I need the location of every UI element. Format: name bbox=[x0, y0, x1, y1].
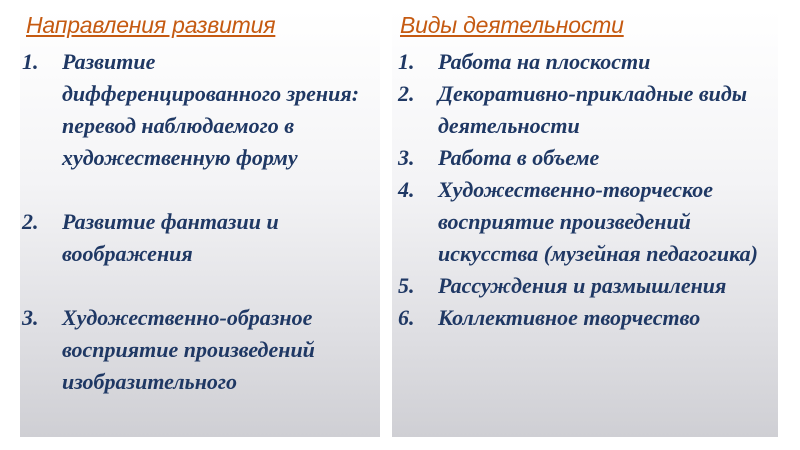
item-number: 1. bbox=[22, 49, 39, 74]
list-item bbox=[392, 302, 776, 334]
item-text: Художественно-образное восприятие произведений изобразительного bbox=[62, 305, 315, 394]
list-item bbox=[392, 78, 776, 142]
list-item bbox=[392, 270, 776, 302]
item-text: Работа в объеме bbox=[438, 145, 600, 170]
item-number: 3. bbox=[22, 305, 39, 330]
item-text: Развитие фантазии и воображения bbox=[62, 209, 279, 266]
item-number: 3. bbox=[398, 145, 415, 170]
item-number: 4. bbox=[398, 177, 415, 202]
list-item bbox=[20, 206, 378, 270]
directions-panel bbox=[20, 10, 380, 437]
item-number: 2. bbox=[22, 209, 39, 234]
item-number: 1. bbox=[398, 49, 415, 74]
item-text: Декоративно-прикладные виды деятельности bbox=[438, 81, 748, 138]
list-item bbox=[20, 46, 378, 174]
item-text: Развитие дифференцированного зрения: перевод наблюдаемого в художественную форму bbox=[62, 49, 360, 170]
activities-heading: Виды деятельности bbox=[400, 12, 624, 38]
list-item bbox=[20, 302, 378, 398]
item-text: Работа на плоскости bbox=[438, 49, 651, 74]
directions-heading: Направления развития bbox=[26, 12, 276, 38]
spacer bbox=[20, 270, 378, 302]
list-item bbox=[392, 174, 776, 270]
spacer bbox=[20, 174, 378, 206]
item-text: Художественно-творческое восприятие произведений искусства (музейная педагогика) bbox=[438, 177, 759, 266]
list-item bbox=[392, 142, 776, 174]
item-text: Коллективное творчество bbox=[438, 305, 701, 330]
activities-panel bbox=[392, 10, 778, 437]
list-item bbox=[392, 46, 776, 78]
directions-list bbox=[20, 46, 378, 398]
activities-list bbox=[392, 46, 776, 334]
item-text: Рассуждения и размышления bbox=[438, 273, 727, 298]
item-number: 2. bbox=[398, 81, 415, 106]
item-number: 5. bbox=[398, 273, 415, 298]
item-number: 6. bbox=[398, 305, 415, 330]
